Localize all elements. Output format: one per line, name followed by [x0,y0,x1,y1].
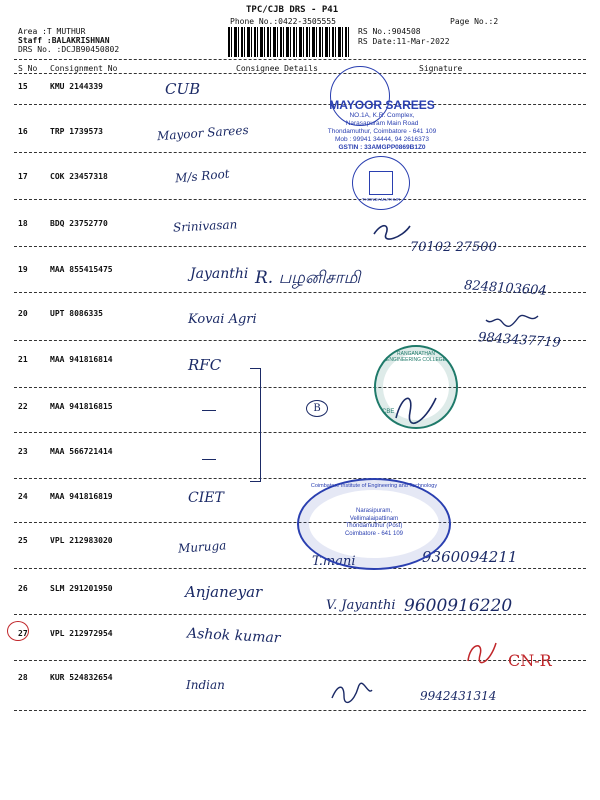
phone-number: Phone No.:0422-3505555 [230,17,336,26]
row-divider [14,710,586,711]
red-signature [464,637,500,667]
handwritten-consignee: CIET [188,490,224,506]
phone-row-26: 9600916220 [404,596,513,616]
phone-row-20: 9843437719 [477,330,562,351]
stamp-line: Vellimalaipattinam [349,515,399,522]
row-divider [14,660,586,661]
row-divider [14,387,586,388]
handwritten-consignee: Muruga [177,538,227,556]
handwritten-consignee: M/s Root [174,166,231,186]
row-divider [14,478,586,479]
signature-row-18 [372,220,412,242]
stamp-gstin: GSTIN : 33AMGPP0869B1Z0 [338,144,426,151]
consignment-number: TRP 1739573 [50,127,103,136]
consignment-number: MAA 941816814 [50,355,113,364]
stamp-ring-text: Coimbatore Institute of Engineering and Technology [310,483,438,489]
stamp-line: Thondamuthur (Post) [345,523,403,529]
row-number: 18 [18,219,28,228]
consignment-number: COK 23457318 [50,172,108,181]
header-divider [14,59,586,60]
ciet-address [329,508,419,538]
circled-b-mark: B [306,400,328,417]
signature-row-28 [330,680,374,704]
ciet-college-seal [297,478,451,570]
stamp-ring-text: THONDAMUTHUR [361,197,401,202]
row-divider [14,104,586,105]
ranganathan-college-seal [374,345,458,429]
report-title: TPC/CJB DRS - P41 [246,5,339,15]
stamp-line: Mob : 99941 34444, 94 2616373 [335,136,429,143]
row-number: 15 [18,82,28,91]
phone-row-25: 9360094211 [422,548,518,566]
row-number: 20 [18,309,28,318]
consignment-number: KMU 2144339 [50,82,103,91]
stamp-line: NO.1A, K.R. Complex, [349,112,415,119]
row-divider [14,432,586,433]
consignment-number: VPL 212972954 [50,629,113,638]
consignment-number: SLM 291201950 [50,584,113,593]
circled-27-mark [7,621,29,641]
phone-row-19: 8248103604 [463,278,548,299]
row-number: 22 [18,402,28,411]
stamp-line: Thondamuthur, Coimbatore - 641 109 [327,128,437,135]
row-number: 24 [18,492,28,501]
mayoor-second-seal [352,156,410,210]
signature-row-26: V. Jayanthi [326,598,396,613]
row-number: 25 [18,536,28,545]
row-number: 19 [18,265,28,274]
handwritten-consignee: Ashok kumar [186,625,281,647]
staff-label: Staff :BALAKRISHNAN [18,36,110,45]
consignment-number: MAA 855415475 [50,265,113,274]
row-number: 23 [18,447,28,456]
header-divider [14,73,586,74]
stamp-cbe: CBE [382,409,395,415]
row-number: 26 [18,584,28,593]
signature-row-20 [484,312,540,330]
handwritten-consignee: Anjaneyar [185,583,263,601]
row-number: 17 [18,172,28,181]
row-number: 16 [18,127,28,136]
stamp-line: Narasapuram Main Road [345,120,419,127]
phone-row-18: 70102 27500 [410,240,497,255]
rs-number: RS No.:904508 [358,27,421,36]
row-divider [14,568,586,569]
stamp-line: Coimbatore - 641 109 [344,530,404,537]
handwritten-consignee: Indian [186,678,225,692]
phone-row-28: 9942431314 [420,689,497,703]
signature-row-19: R. பழனிசாமி [255,268,361,288]
drs-number: DRS No. :DCJB90450802 [18,45,120,54]
handwritten-dash [202,410,216,411]
stamp-ring-text: RANGANATHAN ENGINEERING COLLEGE [385,351,446,363]
consignment-number: MAA 941816819 [50,492,113,501]
area-label: Area :T MUTHUR [18,27,86,36]
stamp-line: Narasipuram, [355,508,392,514]
handwritten-consignee: Jayanthi [190,266,249,282]
row-number: 27 [18,629,28,638]
page-number: Page No.:2 [450,17,499,26]
bracket-mark [250,368,261,482]
barcode [228,27,350,57]
row-divider [14,199,586,200]
col-consignment: Consignment No [50,64,118,73]
row-divider [14,152,586,153]
col-sno: S No [18,64,38,73]
consignment-number: MAA 566721414 [50,447,113,456]
handwritten-consignee: Srinivasan [172,217,238,235]
col-signature: Signature [419,64,463,73]
handwritten-dash [202,459,216,460]
row-number: 21 [18,355,28,364]
row-number: 28 [18,673,28,682]
consignment-number: BDQ 23752770 [50,219,108,228]
handwritten-consignee: Mayoor Sarees [156,122,250,144]
cn-r-annotation: CN-R [508,651,552,670]
handwritten-consignee: Kovai Agri [188,312,257,327]
consignment-number: UPT 8086335 [50,309,103,318]
col-consignee: Consignee Details [236,64,318,73]
stamp-name: MAYOOR SAREES [329,98,435,112]
handwritten-consignee: RFC [188,356,222,374]
consignment-number: MAA 941816815 [50,402,113,411]
building-icon [369,171,393,195]
signature-row-25: T.mani [312,554,356,569]
handwritten-consignee: CUB [165,80,201,98]
consignment-number: VPL 212983020 [50,536,113,545]
consignment-number: KUR 524832654 [50,673,113,682]
row-divider [14,246,586,247]
rs-date: RS Date:11-Mar-2022 [358,37,450,46]
mayoor-stamp-block [302,98,462,152]
